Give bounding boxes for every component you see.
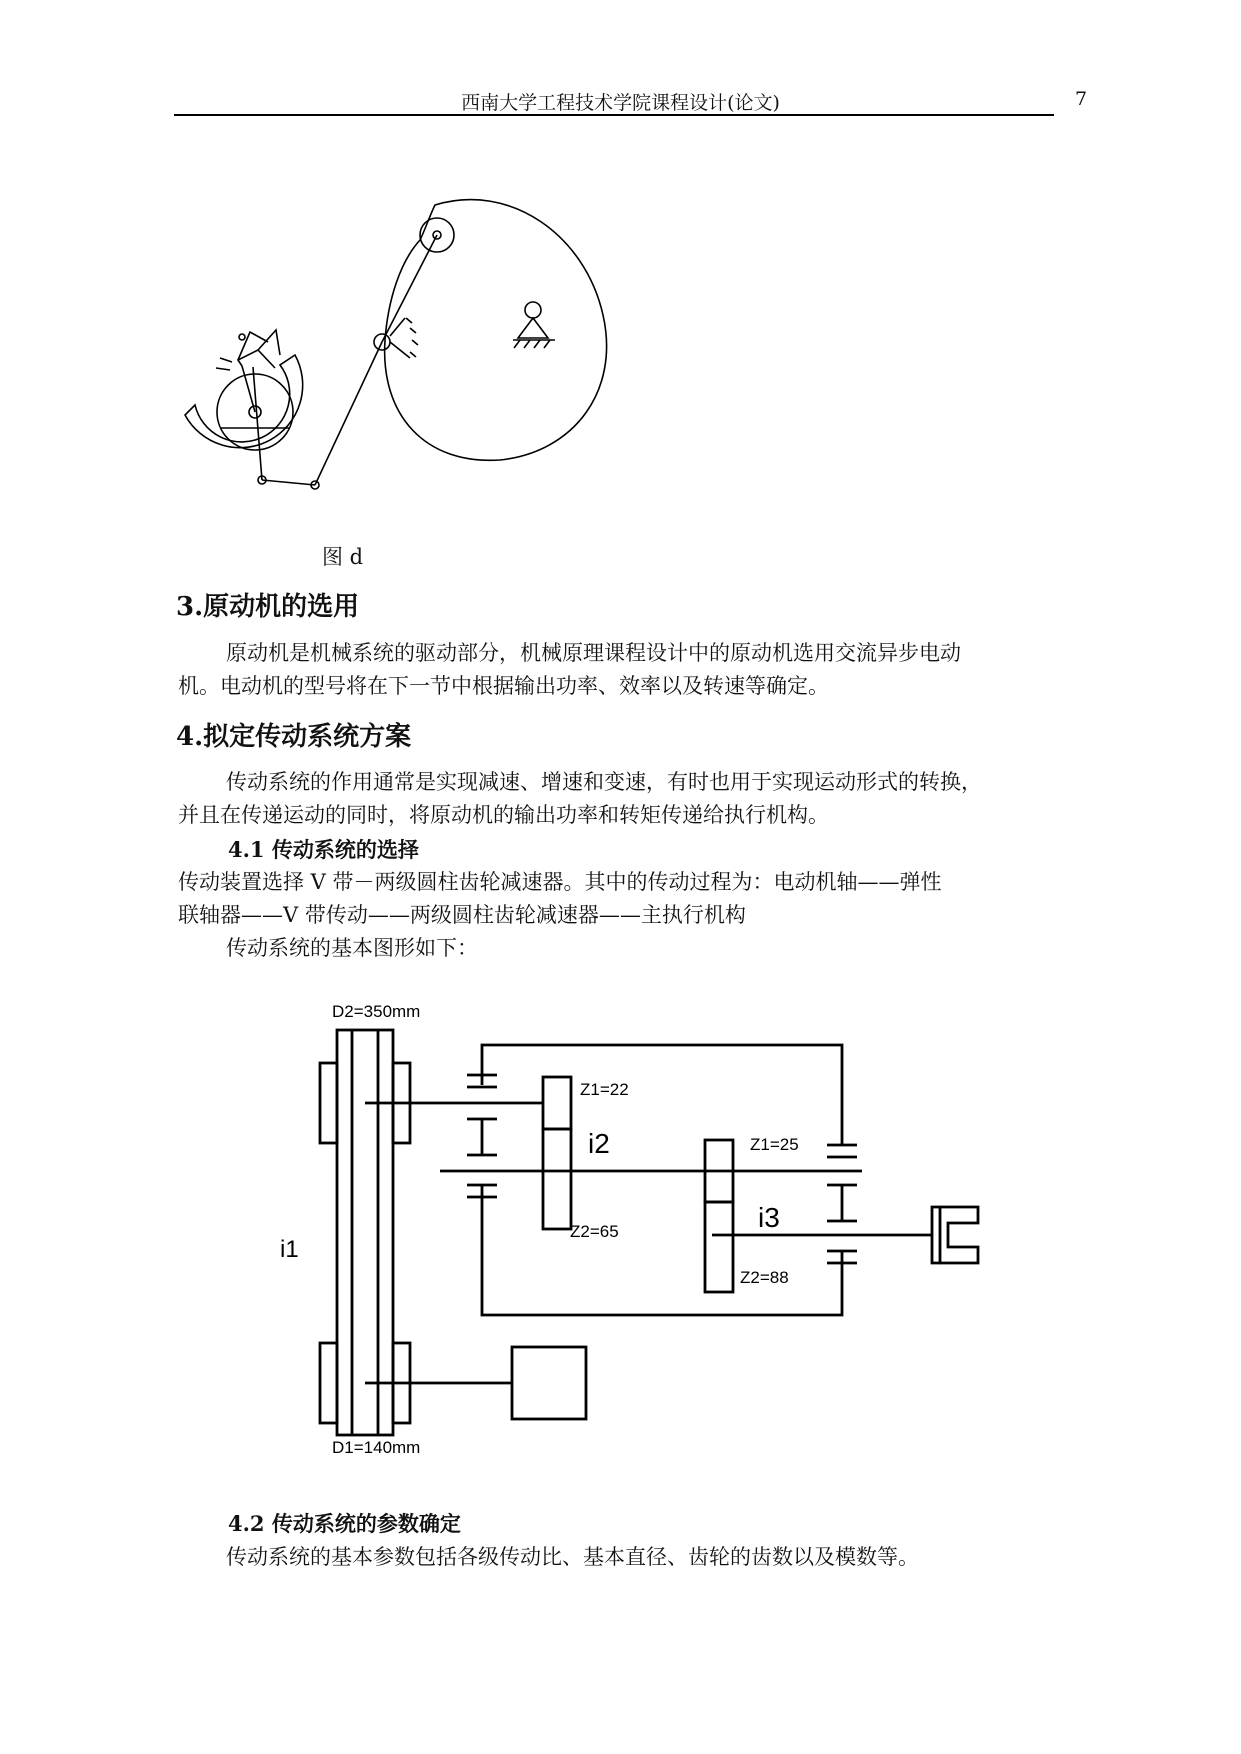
output-coupling bbox=[932, 1207, 978, 1263]
figure-intro: 传动系统的基本图形如下： bbox=[226, 936, 478, 960]
label-z2b: Z2=88 bbox=[740, 1268, 789, 1287]
section41-line-1: 传动装置选择 V 带－两级圆柱齿轮减速器。其中的传动过程为：电动机轴——弹性 bbox=[178, 870, 942, 894]
section42-heading: 4.2 传动系统的参数确定 bbox=[228, 1511, 461, 1536]
transmission-diagram bbox=[280, 995, 1000, 1455]
label-d1: D1=140mm bbox=[332, 1438, 421, 1455]
label-z2: Z2=65 bbox=[570, 1222, 619, 1241]
header-title: 西南大学工程技术学院课程设计(论文) bbox=[461, 92, 780, 114]
section41-heading: 4.1 传动系统的选择 bbox=[228, 837, 419, 862]
cam-pivot bbox=[525, 302, 541, 318]
page-number: 7 bbox=[1075, 88, 1088, 110]
gear-z2 bbox=[543, 1129, 571, 1229]
gear-z1 bbox=[543, 1077, 571, 1129]
label-i1: i1 bbox=[280, 1236, 299, 1263]
ratchet-wheel bbox=[185, 355, 303, 448]
section3-line-2: 机。电动机的型号将在下一节中根据输出功率、效率以及转速等确定。 bbox=[178, 674, 829, 698]
label-d2: D2=350mm bbox=[332, 1002, 421, 1021]
motor bbox=[512, 1347, 586, 1419]
header-rule bbox=[174, 114, 1054, 116]
label-z1b: Z1=25 bbox=[750, 1135, 799, 1154]
label-i3: i3 bbox=[758, 1202, 780, 1233]
label-z1: Z1=22 bbox=[580, 1080, 629, 1099]
gear-z2b bbox=[705, 1202, 733, 1292]
section4-intro-line-2: 并且在传递运动的同时，将原动机的输出功率和转矩传递给执行机构。 bbox=[178, 803, 829, 827]
label-i2: i2 bbox=[588, 1128, 610, 1159]
section4-intro-line-1: 传动系统的作用通常是实现减速、增速和变速，有时也用于实现运动形式的转换， bbox=[226, 770, 982, 794]
section3-line-1: 原动机是机械系统的驱动部分，机械原理课程设计中的原动机选用交流异步电动 bbox=[226, 641, 961, 665]
section41-line-2: 联轴器——V 带传动——两级圆柱齿轮减速器——主执行机构 bbox=[178, 903, 746, 927]
mechanism-diagram bbox=[180, 190, 650, 500]
cam-outline bbox=[385, 200, 607, 461]
section3-heading: 3.原动机的选用 bbox=[176, 592, 360, 622]
section4-heading: 4.拟定传动系统方案 bbox=[176, 722, 412, 752]
figure-d-caption: 图 d bbox=[322, 545, 364, 569]
v-belt-drive bbox=[320, 1030, 410, 1435]
section42-line: 传动系统的基本参数包括各级传动比、基本直径、齿轮的齿数以及模数等。 bbox=[226, 1545, 919, 1569]
